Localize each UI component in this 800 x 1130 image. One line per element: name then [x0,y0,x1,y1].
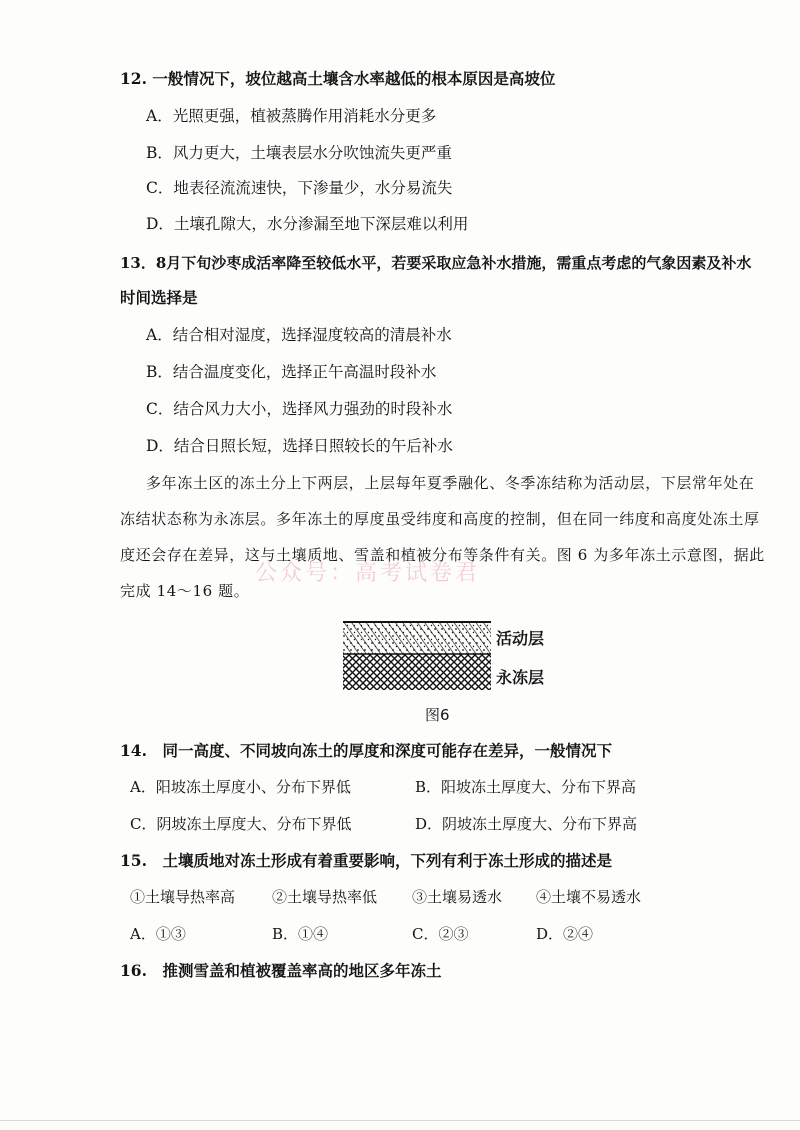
q15-statement-1: ①土壤导热率高 [130,888,236,906]
q14-option-b: B．阳坡冻土厚度大、分布下界高 [415,778,637,796]
passage-line-4: 完成 14～16 题。 [120,582,250,600]
q12-option-c: C．地表径流流速快，下渗量少，水分易流失 [146,179,453,197]
permafrost-diagram [342,620,492,696]
permafrost-band [343,654,491,690]
q14-option-a: A．阳坡冻土厚度小、分布下界低 [130,778,351,796]
q12-stem: 12. 一般情况下，坡位越高土壤含水率越低的根本原因是高坡位 [120,69,556,88]
q16-stem: 16. 推测雪盖和植被覆盖率高的地区多年冻土 [120,961,442,980]
q15-statement-3: ③土壤易透水 [412,888,503,906]
q15-option-b: B．①④ [272,925,329,943]
permafrost-layers-graphic [342,620,492,692]
page-bottom-edge [0,1120,800,1121]
q14-option-c: C．阴坡冻土厚度大、分布下界低 [130,815,352,833]
q12-option-b: B．风力更大，土壤表层水分吹蚀流失更严重 [146,144,452,162]
q14-option-d: D．阴坡冻土厚度大、分布下界高 [415,815,638,833]
figure-caption: 图6 [425,706,450,724]
q13-option-b: B．结合温度变化，选择正午高温时段补水 [146,363,437,381]
q15-statement-2: ②土壤导热率低 [272,888,378,906]
q12-option-d: D．土壤孔隙大，水分渗漏至地下深层难以利用 [146,215,469,233]
passage-line-2: 冻结状态称为永冻层。多年冻土的厚度虽受纬度和高度的控制，但在同一纬度和高度处冻土厚 [120,510,760,528]
q13-option-c: C．结合风力大小，选择风力强劲的时段补水 [146,400,453,418]
q13-option-a: A．结合相对湿度，选择湿度较高的清晨补水 [146,326,452,344]
q12-option-a: A．光照更强，植被蒸腾作用消耗水分更多 [146,107,437,125]
q13-option-d: D．结合日照长短，选择日照较长的午后补水 [146,437,453,455]
passage-line-1: 多年冻土区的冻土分上下两层，上层每年夏季融化、冬季冻结称为活动层，下层常年处在 [146,474,755,492]
q13-stem-line1: 13．8月下旬沙枣成活率降至较低水平，若要采取应急补水措施，需重点考虑的气象因素及补水 [120,254,752,272]
passage-line-3: 度还会存在差异，这与土壤质地、雪盖和植被分布等条件有关。图 6 为多年冻土示意图，据此 [120,546,765,564]
active-layer-label: 活动层 [496,629,545,648]
q15-option-d: D．②④ [536,925,594,943]
permafrost-label: 永冻层 [496,668,545,687]
q15-option-c: C．②③ [412,925,469,943]
watermark: 公众号：高考试卷君 [255,561,481,586]
q15-stem: 15. 土壤质地对冻土形成有着重要影响，下列有利于冻土形成的描述是 [120,851,612,870]
q14-stem: 14. 同一高度、不同坡向冻土的厚度和深度可能存在差异，一般情况下 [120,741,612,760]
q13-stem-line2: 时间选择是 [120,288,198,307]
q15-option-a: A．①③ [130,925,186,943]
q15-statement-4: ④土壤不易透水 [536,888,642,906]
